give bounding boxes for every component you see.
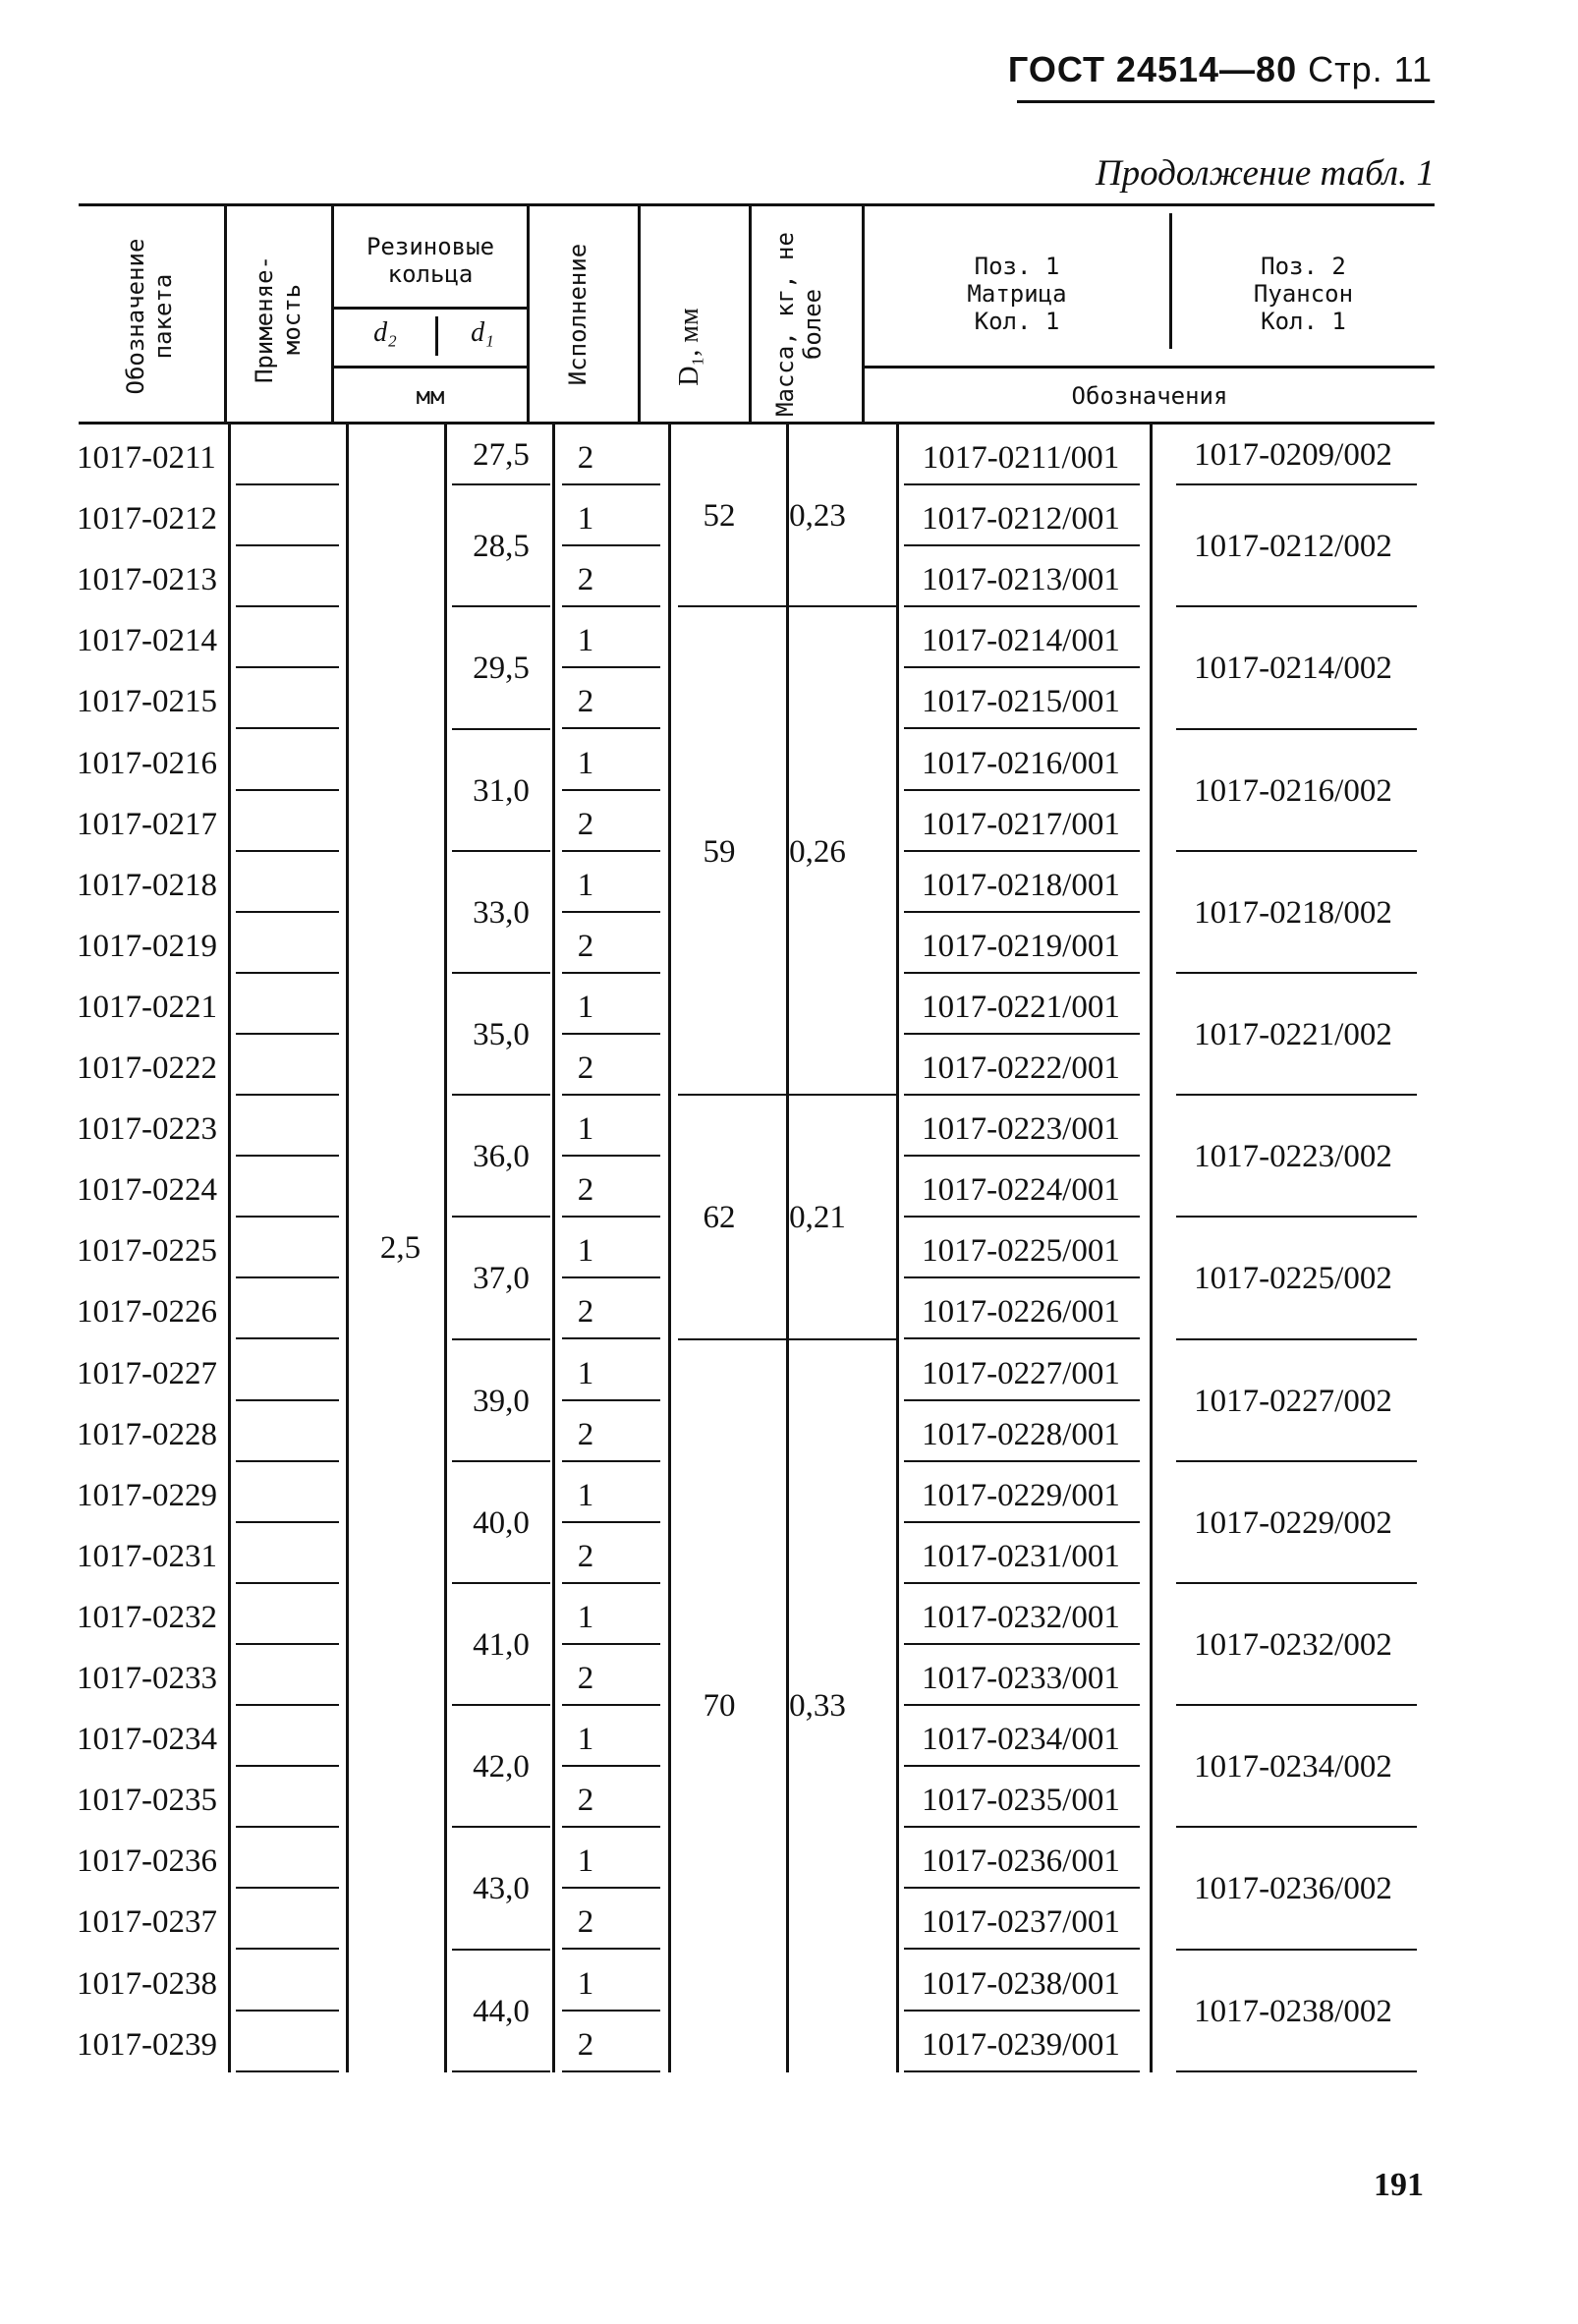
rings-subrule: [334, 307, 527, 310]
mass-header: Масса, кг, не более: [771, 232, 826, 417]
punch-designation: 1017-0212/002: [1194, 529, 1392, 565]
applicability-blank: [236, 2070, 339, 2072]
designations-subrule: [865, 366, 1435, 368]
D1-group-rule: [678, 1338, 896, 1340]
punch-designation: 1017-0227/002: [1194, 1383, 1392, 1419]
version-value: 2: [577, 1294, 594, 1331]
version-value: 2: [577, 1538, 594, 1574]
punch-designation: 1017-0214/002: [1194, 651, 1392, 687]
D1-header: D₁, мм: [674, 308, 704, 386]
packet-designation: 1017-0225: [77, 1233, 217, 1270]
packet-designation: 1017-0223: [77, 1111, 217, 1148]
d1-value: 35,0: [473, 1017, 530, 1052]
version-rule: [562, 972, 660, 974]
D1-value: 70: [703, 1688, 736, 1725]
version-rule: [562, 1521, 660, 1523]
version-value: 2: [577, 2026, 594, 2063]
version-rule: [562, 1643, 660, 1645]
packet-designation: 1017-0234: [77, 1722, 217, 1758]
mass-value: 0,33: [789, 1688, 846, 1725]
matrix-rule: [904, 1216, 1140, 1218]
matrix-designation: 1017-0226/001: [922, 1294, 1120, 1331]
punch-group-rule: [1176, 1949, 1417, 1951]
matrix-designation: 1017-0238/001: [922, 1965, 1120, 2002]
punch-group-rule: [1176, 850, 1417, 852]
d1-value: 33,0: [473, 894, 530, 931]
d1-group-rule: [452, 850, 550, 852]
version-rule: [562, 1276, 660, 1278]
punch-designation: 1017-0238/002: [1194, 1993, 1392, 2029]
packet-designation: 1017-0211: [77, 440, 216, 476]
matrix-rule: [904, 972, 1140, 974]
matrix-designation: 1017-0228/001: [922, 1416, 1120, 1452]
d1-value: 41,0: [473, 1627, 530, 1663]
standard-code: ГОСТ 24514—80: [1007, 49, 1298, 89]
header-divider: [527, 203, 530, 422]
packet-designation: 1017-0236: [77, 1843, 217, 1880]
applicability-blank: [236, 1399, 339, 1401]
matrix-rule: [904, 1460, 1140, 1462]
punch-group-rule: [1176, 1460, 1417, 1462]
version-rule: [562, 911, 660, 913]
version-value: 1: [577, 989, 594, 1025]
applicability-blank: [236, 666, 339, 668]
matrix-rule: [904, 2070, 1140, 2072]
applicability-blank: [236, 1276, 339, 1278]
applicability-blank: [236, 1094, 339, 1096]
version-value: 1: [577, 501, 594, 538]
packet-designation: 1017-0217: [77, 806, 217, 842]
matrix-designation: 1017-0234/001: [922, 1722, 1120, 1758]
packet-designation-header: Обозначение пакета: [122, 238, 177, 395]
matrix-rule: [904, 1155, 1140, 1157]
matrix-designation: 1017-0233/001: [922, 1661, 1120, 1696]
punch-designation: 1017-0209/002: [1194, 437, 1392, 474]
applicability-blank: [236, 483, 339, 485]
version-rule: [562, 1399, 660, 1401]
d1-group-rule: [452, 605, 550, 607]
packet-designation: 1017-0238: [77, 1965, 217, 2002]
punch-designation: 1017-0234/002: [1194, 1749, 1392, 1786]
matrix-rule: [904, 2010, 1140, 2012]
punch-designation: 1017-0223/002: [1194, 1139, 1392, 1175]
d1-value: 28,5: [473, 529, 530, 565]
version-rule: [562, 666, 660, 668]
header-rule: [1017, 100, 1435, 103]
version-rule: [562, 605, 660, 607]
version-value: 1: [577, 1111, 594, 1148]
matrix-designation: 1017-0222/001: [922, 1050, 1120, 1086]
matrix-rule: [904, 1337, 1140, 1339]
matrix-rule: [904, 1399, 1140, 1401]
matrix-designation: 1017-0232/001: [922, 1599, 1120, 1635]
header-divider: [224, 203, 227, 422]
version-value: 1: [577, 1355, 594, 1391]
page-label: Стр. 11: [1308, 49, 1433, 89]
matrix-designation: 1017-0223/001: [922, 1111, 1120, 1148]
version-rule: [562, 483, 660, 485]
mass-value: 0,21: [789, 1200, 846, 1236]
d1-group-rule: [452, 1704, 550, 1706]
matrix-designation: 1017-0227/001: [922, 1355, 1120, 1391]
applicability-blank: [236, 1643, 339, 1645]
version-rule: [562, 1094, 660, 1096]
D1-group-rule: [678, 1094, 896, 1096]
D1-value: 59: [703, 833, 736, 870]
version-value: 2: [577, 1416, 594, 1452]
matrix-designation: 1017-0219/001: [922, 928, 1120, 964]
matrix-designation: 1017-0221/001: [922, 989, 1120, 1025]
version-value: 2: [577, 684, 594, 720]
version-rule: [562, 1948, 660, 1950]
version-rule: [562, 2010, 660, 2012]
matrix-rule: [904, 1643, 1140, 1645]
applicability-blank: [236, 1155, 339, 1157]
d1-group-rule: [452, 728, 550, 730]
punch-group-rule: [1176, 1704, 1417, 1706]
packet-designation: 1017-0221: [77, 989, 217, 1025]
packet-designation: 1017-0213: [77, 562, 217, 598]
applicability-blank: [236, 1887, 339, 1889]
mm-subrule: [334, 366, 527, 368]
version-rule: [562, 1704, 660, 1706]
matrix-rule: [904, 1521, 1140, 1523]
packet-designation: 1017-0219: [77, 928, 217, 964]
d1-value: 27,5: [473, 437, 530, 474]
punch-designation: 1017-0225/002: [1194, 1261, 1392, 1297]
packet-designation: 1017-0235: [77, 1783, 217, 1819]
version-value: 1: [577, 1722, 594, 1758]
packet-designation: 1017-0224: [77, 1172, 217, 1209]
column-divider: [786, 425, 789, 2072]
header-divider: [749, 203, 752, 422]
d1-group-rule: [452, 1216, 550, 1218]
packet-designation: 1017-0232: [77, 1599, 217, 1635]
matrix-designation: 1017-0218/001: [922, 867, 1120, 903]
packet-designation: 1017-0239: [77, 2026, 217, 2063]
version-rule: [562, 1887, 660, 1889]
version-rule: [562, 1337, 660, 1339]
applicability-blank: [236, 727, 339, 729]
packet-designation: 1017-0212: [77, 501, 217, 538]
punch-group-rule: [1176, 728, 1417, 730]
matrix-rule: [904, 1826, 1140, 1828]
matrix-designation: 1017-0225/001: [922, 1233, 1120, 1270]
matrix-designation: 1017-0217/001: [922, 806, 1120, 842]
d1-group-rule: [452, 1949, 550, 1951]
matrix-designation: 1017-0237/001: [922, 1904, 1120, 1941]
matrix-designation: 1017-0224/001: [922, 1172, 1120, 1209]
d2-header: d₂: [373, 317, 397, 348]
version-rule: [562, 1216, 660, 1218]
d1-value: 44,0: [473, 1993, 530, 2029]
version-rule: [562, 727, 660, 729]
column-divider: [1150, 425, 1153, 2072]
header-top-rule: [79, 203, 1435, 206]
matrix-rule: [904, 1765, 1140, 1767]
applicability-blank: [236, 1582, 339, 1584]
d1-group-rule: [452, 483, 550, 485]
d1-group-rule: [452, 1460, 550, 1462]
version-value: 2: [577, 1783, 594, 1819]
applicability-blank: [236, 1460, 339, 1462]
column-divider: [346, 425, 349, 2072]
punch-group-rule: [1176, 1826, 1417, 1828]
standard-label: [1008, 49, 1433, 90]
punch-group-rule: [1176, 483, 1417, 485]
matrix-designation: 1017-0239/001: [922, 2026, 1120, 2063]
packet-designation: 1017-0226: [77, 1294, 217, 1331]
matrix-designation: 1017-0214/001: [922, 623, 1120, 659]
applicability-blank: [236, 850, 339, 852]
matrix-rule: [904, 1094, 1140, 1096]
matrix-rule: [904, 605, 1140, 607]
matrix-rule: [904, 483, 1140, 485]
matrix-rule: [904, 1582, 1140, 1584]
table-header: [79, 203, 1435, 425]
d1-value: 39,0: [473, 1383, 530, 1419]
applicability-blank: [236, 2010, 339, 2012]
matrix-designation: 1017-0236/001: [922, 1843, 1120, 1880]
matrix-designation: 1017-0216/001: [922, 745, 1120, 781]
d1-group-rule: [452, 972, 550, 974]
mass-value: 0,23: [789, 498, 846, 535]
column-divider: [668, 425, 671, 2072]
applicability-blank: [236, 1216, 339, 1218]
d1-group-rule: [452, 1338, 550, 1340]
matrix-rule: [904, 1948, 1140, 1950]
matrix-designation: 1017-0213/001: [922, 562, 1120, 598]
matrix-rule: [904, 1704, 1140, 1706]
punch-group-rule: [1176, 1338, 1417, 1340]
matrix-rule: [904, 544, 1140, 546]
d1-value: 40,0: [473, 1504, 530, 1541]
applicability-blank: [236, 1765, 339, 1767]
version-rule: [562, 1155, 660, 1157]
punch-group-rule: [1176, 605, 1417, 607]
d1-header: d₁: [471, 317, 494, 348]
applicability-blank: [236, 544, 339, 546]
version-rule: [562, 1460, 660, 1462]
punch-group-rule: [1176, 972, 1417, 974]
version-value: 1: [577, 745, 594, 781]
applicability-blank: [236, 789, 339, 791]
version-rule: [562, 2070, 660, 2072]
mass-value: 0,26: [789, 833, 846, 870]
punch-designation: 1017-0232/002: [1194, 1627, 1392, 1663]
header-divider: [331, 203, 334, 422]
punch-designation: 1017-0216/002: [1194, 772, 1392, 809]
d1-value: 37,0: [473, 1261, 530, 1297]
table-continuation-label: Продолжение табл. 1: [1095, 153, 1435, 194]
matrix-rule: [904, 1887, 1140, 1889]
matrix-designation: 1017-0215/001: [922, 684, 1120, 720]
version-value: 1: [577, 1477, 594, 1513]
D1-value: 62: [703, 1200, 736, 1236]
packet-designation: 1017-0237: [77, 1904, 217, 1941]
version-value: 2: [577, 928, 594, 964]
d1-group-rule: [452, 1582, 550, 1584]
matrix-rule: [904, 1033, 1140, 1035]
matrix-rule: [904, 850, 1140, 852]
punch-group-rule: [1176, 1582, 1417, 1584]
packet-designation: 1017-0214: [77, 623, 217, 659]
version-rule: [562, 1826, 660, 1828]
matrix-rule: [904, 1276, 1140, 1278]
version-value: 1: [577, 1233, 594, 1270]
rubber-rings-header: Резиновые кольца: [366, 233, 495, 288]
applicability-blank: [236, 1033, 339, 1035]
version-rule: [562, 789, 660, 791]
version-rule: [562, 1582, 660, 1584]
version-value: 1: [577, 1843, 594, 1880]
punch-designation: 1017-0236/002: [1194, 1871, 1392, 1907]
punch-designation: 1017-0229/002: [1194, 1504, 1392, 1541]
matrix-rule: [904, 727, 1140, 729]
version-value: 2: [577, 1661, 594, 1696]
version-value: 2: [577, 1050, 594, 1086]
pos1-header: Поз. 1 Матрица Кол. 1: [967, 253, 1067, 335]
designations-header: Обозначения: [1071, 382, 1228, 410]
packet-designation: 1017-0231: [77, 1538, 217, 1574]
matrix-designation: 1017-0231/001: [922, 1538, 1120, 1574]
applicability-blank: [236, 1337, 339, 1339]
version-value: 1: [577, 1599, 594, 1635]
d1-value: 42,0: [473, 1749, 530, 1786]
d1-value: 31,0: [473, 772, 530, 809]
d1-value: 43,0: [473, 1871, 530, 1907]
D1-value: 52: [703, 498, 736, 535]
d1-value: 36,0: [473, 1139, 530, 1175]
version-rule: [562, 1033, 660, 1035]
version-value: 2: [577, 806, 594, 842]
page-header: [1007, 49, 1435, 104]
applicability-blank: [236, 1826, 339, 1828]
version-value: 2: [577, 1904, 594, 1941]
matrix-designation: 1017-0211/001: [922, 440, 1120, 476]
packet-designation: 1017-0233: [77, 1661, 217, 1696]
page-number: 191: [1374, 2167, 1424, 2203]
table-body: [71, 425, 1437, 2095]
version-value: 1: [577, 1965, 594, 2002]
packet-designation: 1017-0222: [77, 1050, 217, 1086]
applicability-blank: [236, 911, 339, 913]
version-rule: [562, 544, 660, 546]
applicability-blank: [236, 1704, 339, 1706]
matrix-rule: [904, 789, 1140, 791]
punch-group-rule: [1176, 1094, 1417, 1096]
matrix-designation: 1017-0229/001: [922, 1477, 1120, 1513]
applicability-header: Применяе-мость: [251, 255, 306, 384]
packet-designation: 1017-0218: [77, 867, 217, 903]
applicability-blank: [236, 605, 339, 607]
version-value: 2: [577, 562, 594, 598]
packet-designation: 1017-0228: [77, 1416, 217, 1452]
d1-group-rule: [452, 2070, 550, 2072]
packet-designation: 1017-0215: [77, 684, 217, 720]
punch-group-rule: [1176, 2070, 1417, 2072]
d1-group-rule: [452, 1826, 550, 1828]
column-divider: [228, 425, 231, 2072]
applicability-blank: [236, 1948, 339, 1950]
matrix-rule: [904, 911, 1140, 913]
version-value: 2: [577, 440, 594, 476]
punch-designation: 1017-0221/002: [1194, 1017, 1392, 1052]
version-value: 1: [577, 867, 594, 903]
applicability-blank: [236, 1521, 339, 1523]
applicability-blank: [236, 972, 339, 974]
version-value: 1: [577, 623, 594, 659]
packet-designation: 1017-0216: [77, 745, 217, 781]
matrix-designation: 1017-0212/001: [922, 501, 1120, 538]
punch-designation: 1017-0218/002: [1194, 894, 1392, 931]
version-rule: [562, 1765, 660, 1767]
D1-group-rule: [678, 605, 896, 607]
pos2-header: Поз. 2 Пуансон Кол. 1: [1253, 253, 1354, 335]
version-value: 2: [577, 1172, 594, 1209]
mm-header: мм: [416, 382, 445, 410]
d2-value: 2,5: [379, 1230, 422, 1267]
packet-designation: 1017-0227: [77, 1355, 217, 1391]
d1-value: 29,5: [473, 651, 530, 687]
punch-group-rule: [1176, 1216, 1417, 1218]
version-header: Исполнение: [564, 243, 592, 386]
packet-designation: 1017-0229: [77, 1477, 217, 1513]
matrix-rule: [904, 666, 1140, 668]
matrix-designation: 1017-0235/001: [922, 1783, 1120, 1819]
d1-group-rule: [452, 1094, 550, 1096]
version-rule: [562, 850, 660, 852]
header-divider: [638, 203, 641, 422]
